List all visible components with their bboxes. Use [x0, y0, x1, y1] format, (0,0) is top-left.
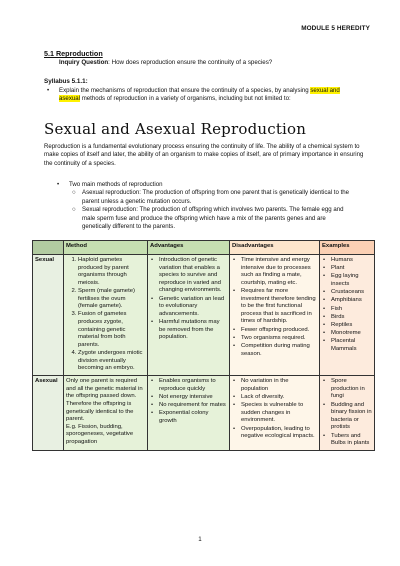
table-header-cell — [33, 241, 64, 255]
list-item: • Competition during mating season. — [241, 343, 317, 358]
method-cell — [64, 255, 148, 376]
list-item: • Reptiles — [331, 322, 372, 330]
module-header: MODULE 5 HEREDITY — [301, 25, 370, 32]
syllabus-point — [47, 87, 359, 104]
methods-heading: Two main methods of reproduction — [69, 181, 163, 188]
list-item: • Plant — [331, 265, 372, 273]
list-item: • Budding and binary fission in bacteria or protists — [331, 402, 372, 432]
disadvantages-cell — [230, 376, 320, 451]
syllabus-title: Syllabus 5.1.1: — [44, 78, 88, 85]
list-item: • Time intensive and energy intensive due to processes such as finding a mate, courtship, mating etc. — [241, 257, 317, 287]
table-header-cell: Method — [64, 241, 148, 255]
syllabus-highlight: sexual and asexual — [59, 87, 340, 103]
list-item: • Genetic variation an lead to evolutionary advancements. — [159, 296, 227, 319]
method-list — [66, 257, 145, 373]
section-title: 5.1 Reproduction — [44, 49, 103, 58]
table-row-asexual — [33, 376, 375, 451]
intro-paragraph: Reproduction is a fundamental evolutionary process ensuring the continuity of life. The ability of a chemical system to make copies of itself and later, the ability of an organism to make copies of itself, are of primary importance in ensuring the continuity of a species. — [44, 143, 364, 167]
examples-cell — [320, 376, 375, 451]
list-item: 4. Zygote undergoes miotic division eventually becoming an embryo. — [78, 350, 145, 373]
list-item: • Two organisms required. — [241, 335, 317, 343]
disadvantages-list — [232, 378, 317, 441]
list-item: • Exponential colony growth — [159, 410, 227, 425]
list-item: • Harmful mutations may be removed from the population. — [159, 319, 227, 342]
inquiry-question — [59, 59, 272, 66]
table-row-sexual — [33, 255, 375, 376]
examples-list — [322, 257, 372, 353]
inquiry-text: : How does reproduction ensure the continuity of a species? — [108, 59, 273, 66]
main-title: Sexual and Asexual Reproduction — [44, 120, 307, 138]
inquiry-label: Inquiry Question — [59, 59, 109, 66]
list-item: • Lack of diversity. — [241, 394, 317, 402]
disadvantages-cell — [230, 255, 320, 376]
list-item: • No requirement for mates — [159, 402, 227, 410]
methods-subitem-text: Asexual reproduction: The production of offspring from one parent that is genetically identical to the parent unless a genetic mutation occurs. — [82, 189, 350, 205]
list-item: • Egg laying insects — [331, 273, 372, 288]
examples-list — [322, 378, 372, 448]
list-item: • Species is vulnerable to sudden changes in environment. — [241, 402, 317, 425]
advantages-cell — [148, 255, 230, 376]
list-item: • Placental Mammals — [331, 338, 372, 353]
list-item: 2. Sperm (male gamete) fertilises the ovum (female gamete). — [78, 288, 145, 311]
methods-subitem — [72, 206, 350, 231]
method-cell: Only one parent is required and all the genetic material in the offspring passed down. Therefore the offspring is genetically identical to the parent. E.g. Fission, budding, sporogeneses, vegetative propagation — [64, 376, 148, 451]
table-header-row — [33, 241, 375, 255]
list-item: • Fewer offspring produced. — [241, 327, 317, 335]
list-item: • Fish — [331, 306, 372, 314]
table-header-cell: Disadvantages — [230, 241, 320, 255]
list-item: 3. Fusion of gametes produces zygote, containing genetic material from both parents. — [78, 311, 145, 349]
methods-subitem-text: Sexual reproduction: The production of offspring which involves two parents. The female egg and male sperm fuse and produce the offspring which have a mix of the parents genes and are genetically different to the parents. — [82, 206, 344, 231]
list-item: • Spore production in fungi — [331, 378, 372, 401]
row-label: Asexual — [33, 376, 64, 451]
list-item: • Birds — [331, 314, 372, 322]
syllabus-text-after: methods of reproduction in a variety of organisms, including but not limited to: — [80, 95, 291, 103]
syllabus-text-before: Explain the mechanisms of reproduction that ensure the continuity of a species, by analysing — [59, 87, 311, 94]
table-header-cell: Examples — [320, 241, 375, 255]
list-item: 1. Haploid gametes produced by parent organisms through meiosis. — [78, 257, 145, 287]
page-number: 1 — [198, 536, 202, 543]
advantages-list — [150, 378, 227, 425]
disadvantages-list — [232, 257, 317, 358]
list-item: • Crustaceans — [331, 289, 372, 297]
row-label: Sexual — [33, 255, 64, 376]
bullet-icon: • — [57, 181, 60, 188]
list-item: • Enables organisms to reproduce quickly — [159, 378, 227, 393]
methods-heading-item — [57, 181, 364, 189]
advantages-list — [150, 257, 227, 342]
list-item: • Requires far more investment therefore tending to be the first functional process that is sacrificed in times of hardship. — [241, 288, 317, 326]
methods-subitem — [72, 189, 350, 206]
methods-list — [57, 181, 364, 231]
list-item: • Humans — [331, 257, 372, 265]
circle-bullet-icon: ○ — [72, 189, 76, 197]
list-item: • Amphibians — [331, 297, 372, 305]
list-item: • Tubers and Bulbs in plants — [331, 433, 372, 448]
advantages-cell — [148, 376, 230, 451]
examples-cell — [320, 255, 375, 376]
list-item: • Introduction of genetic variation that enables a species to survive and reproduce in varied and changing environments. — [159, 257, 227, 295]
list-item: • Not energy intensive — [159, 394, 227, 402]
circle-bullet-icon: ○ — [72, 206, 76, 214]
reproduction-table — [32, 240, 375, 451]
list-item: • Overpopulation, leading to negative ecological impacts. — [241, 426, 317, 441]
list-item: • No variation in the population — [241, 378, 317, 393]
bullet-icon: • — [47, 87, 50, 94]
table-header-cell: Advantages — [148, 241, 230, 255]
list-item: • Monotreme — [331, 330, 372, 338]
